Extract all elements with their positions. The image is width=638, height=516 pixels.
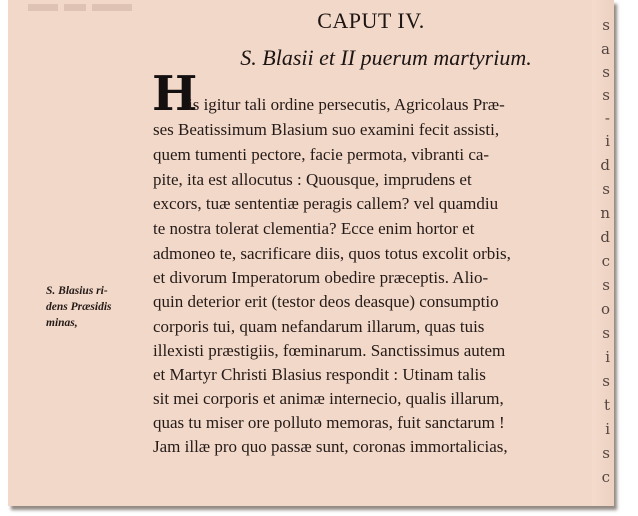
body-line: excors, tuæ sententiæ peragis callem? vel quamdiu xyxy=(153,194,499,213)
bleed-char: d xyxy=(600,228,610,246)
bleed-char: i xyxy=(605,132,610,150)
bleed-char: s xyxy=(602,86,610,104)
bleed-char: c xyxy=(601,468,610,486)
bleed-char: n xyxy=(600,204,610,222)
body-line: quin deterior erit (testor deos deasque) consumptio xyxy=(153,292,499,311)
bleed-char: s xyxy=(602,16,610,34)
bleed-char: t xyxy=(603,396,610,414)
bleed-char: a xyxy=(601,40,610,58)
bleed-char: o xyxy=(600,300,610,318)
body-line: Jam illæ pro quo passæ sunt, coronas immortalicias, xyxy=(153,437,508,456)
body-line: et divorum Imperatorum obedire præceptis. Alio- xyxy=(153,268,489,287)
body-line: sit mei corporis et animæ internecio, qualis illarum, xyxy=(153,389,504,408)
book-page xyxy=(8,0,614,506)
body-line: illexisti præstigiis, fœminarum. Sanctissimus autem xyxy=(153,341,506,360)
bleed-char: s xyxy=(602,63,610,81)
bleed-char: i xyxy=(605,348,610,366)
body-line: quem tumenti pectore, facie permota, vibranti ca- xyxy=(153,145,490,164)
bleed-char: c xyxy=(601,252,610,270)
margin-note-line: S. Blasius ri- xyxy=(46,285,108,297)
body-line: admoneo te, sacrificare diis, quos totus excolit orbis, xyxy=(153,244,511,263)
bleed-char: s xyxy=(602,372,610,390)
bleed-char: s xyxy=(602,180,610,198)
body-line: corporis tui, quam nefandarum illarum, quas tuis xyxy=(153,317,485,336)
body-line: et Martyr Christi Blasius respondit : Utinam talis xyxy=(153,365,486,384)
body-line: is igitur tali ordine persecutis, Agricolaus Præ- xyxy=(188,95,505,114)
margin-note xyxy=(46,283,141,331)
bleed-char: s xyxy=(602,276,610,294)
drop-cap: H xyxy=(152,66,198,122)
body-line: pite, ita est allocutus : Quousque, imprudens et xyxy=(153,170,472,189)
chapter-heading: CAPUT IV. xyxy=(317,8,425,33)
bleed-char: d xyxy=(600,156,610,174)
next-page-edge xyxy=(592,0,614,506)
body-line: ses Beatissimum Blasium suo examini fecit assisti, xyxy=(153,120,500,139)
bleed-char: s xyxy=(602,444,610,462)
body-line: te nostra tolerat clementia? Ecce enim hortor et xyxy=(153,219,475,238)
bleed-char: - xyxy=(604,109,610,127)
margin-note-line: minas, xyxy=(46,317,78,329)
bleed-char: i xyxy=(605,420,610,438)
margin-note-line: dens Præsidis xyxy=(46,301,112,313)
body-line: quas tu miser ore polluto memoras, fuit sanctarum ! xyxy=(153,413,505,432)
bleed-char: s xyxy=(602,324,610,342)
chapter-subtitle: S. Blasii et II puerum martyrium. xyxy=(240,45,532,70)
